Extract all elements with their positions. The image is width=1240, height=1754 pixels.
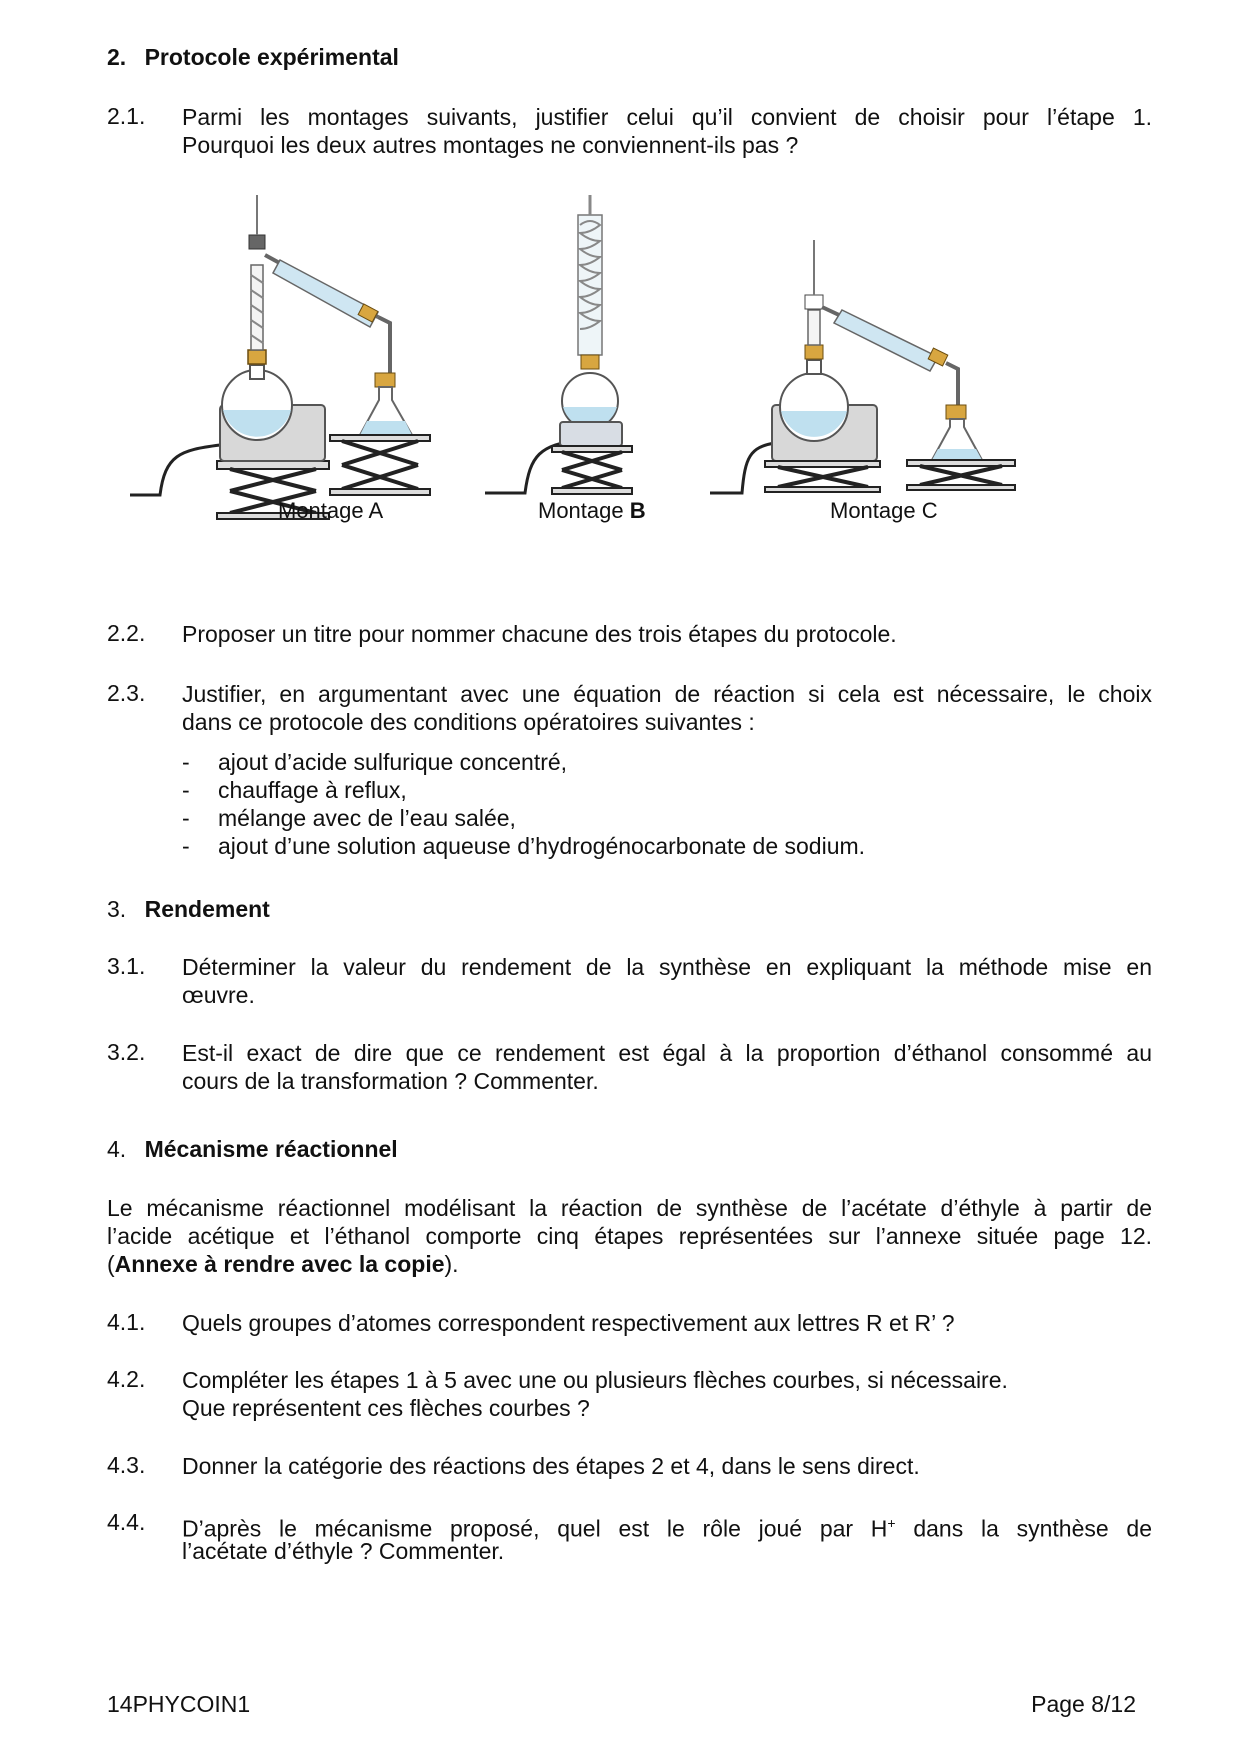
intro-line: l’acide acétique et l’éthanol comporte cinq étapes représentées sur l’annexe située page 12. [107, 1223, 1152, 1249]
question-number: 2.1. [107, 103, 146, 129]
bullet-item: mélange avec de l’eau salée, [218, 805, 516, 831]
paren-open: ( [107, 1251, 115, 1277]
bullet-item: ajout d’acide sulfurique concentré, [218, 749, 568, 775]
question-text-line: Déterminer la valeur du rendement de la synthèse en expliquant la méthode mise en [182, 954, 1152, 980]
question-text-line: Donner la catégorie des réactions des étapes 2 et 4, dans le sens direct. [182, 1453, 920, 1479]
question-number: 3.2. [107, 1039, 146, 1065]
footer-code: 14PHYCOIN1 [107, 1691, 251, 1717]
section-2-heading [107, 44, 399, 71]
bullet-mark: - [182, 833, 190, 859]
question-text-line: dans ce protocole des conditions opératoires suivantes : [182, 709, 755, 735]
question-number: 4.3. [107, 1452, 146, 1478]
annex-note: Annexe à rendre avec la copie [114, 1251, 445, 1277]
section-title: Protocole expérimental [144, 44, 399, 70]
question-text-line: Proposer un titre pour nommer chacune des trois étapes du protocole. [182, 621, 897, 647]
question-text-line: œuvre. [182, 982, 255, 1008]
q44-text-a: D’après le mécanisme proposé, quel est le rôle joué par H [182, 1515, 888, 1542]
montage-c-label: Montage C [830, 498, 938, 523]
montage-b-label-letter: B [629, 498, 646, 523]
section-number: 4. [107, 1136, 127, 1162]
montage-b-label [538, 498, 646, 523]
bullet-item: chauffage à reflux, [218, 777, 407, 803]
section-number: 3. [107, 896, 127, 922]
question-number: 4.4. [107, 1509, 146, 1535]
section-title: Mécanisme réactionnel [144, 1136, 398, 1162]
footer-page-number: Page 8/12 [1031, 1691, 1136, 1717]
section-number: 2. [107, 44, 127, 70]
intro-line: Le mécanisme réactionnel modélisant la réaction de synthèse de l’acétate d’éthyle à partir de [107, 1195, 1152, 1221]
montage-b-illustration [485, 195, 632, 494]
bullet-mark: - [182, 749, 190, 775]
montage-a-label: Montage A [278, 498, 384, 523]
q44-superscript: + [887, 1515, 896, 1531]
question-number: 4.2. [107, 1366, 146, 1392]
montage-b-label-prefix: Montage [538, 498, 630, 523]
question-text-line: Justifier, en argumentant avec une équation de réaction si cela est nécessaire, le choix [182, 681, 1152, 707]
montage-a-illustration [130, 195, 430, 519]
bullet-mark: - [182, 777, 190, 803]
section-title: Rendement [144, 896, 270, 922]
question-text-line: Est-il exact de dire que ce rendement est égal à la proportion d’éthanol consommé au [182, 1040, 1152, 1066]
paren-close: ). [444, 1251, 459, 1277]
section-3-heading [107, 896, 270, 923]
q44-text-b: dans la synthèse de [895, 1515, 1152, 1542]
montage-c-illustration [710, 240, 1015, 493]
question-number: 2.2. [107, 620, 146, 646]
apparatus-figure [120, 195, 1140, 585]
question-number: 3.1. [107, 953, 146, 979]
question-text-line: Compléter les étapes 1 à 5 avec une ou plusieurs flèches courbes, si nécessaire. [182, 1367, 1008, 1393]
question-text-line: Pourquoi les deux autres montages ne conviennent-ils pas ? [182, 132, 799, 158]
question-text-line: Parmi les montages suivants, justifier celui qu’il convient de choisir pour l’étape 1. [182, 104, 1152, 130]
section-4-heading [107, 1136, 398, 1163]
intro-line [107, 1251, 459, 1278]
question-number: 2.3. [107, 680, 146, 706]
question-text-line: Que représentent ces flèches courbes ? [182, 1395, 590, 1421]
question-text-line: cours de la transformation ? Commenter. [182, 1068, 599, 1094]
bullet-item: ajout d’une solution aqueuse d’hydrogénocarbonate de sodium. [218, 833, 866, 859]
question-text-line: Quels groupes d’atomes correspondent respectivement aux lettres R et R’ ? [182, 1310, 955, 1336]
bullet-mark: - [182, 805, 190, 831]
question-text-line: l’acétate d’éthyle ? Commenter. [182, 1538, 505, 1564]
question-number: 4.1. [107, 1309, 146, 1335]
